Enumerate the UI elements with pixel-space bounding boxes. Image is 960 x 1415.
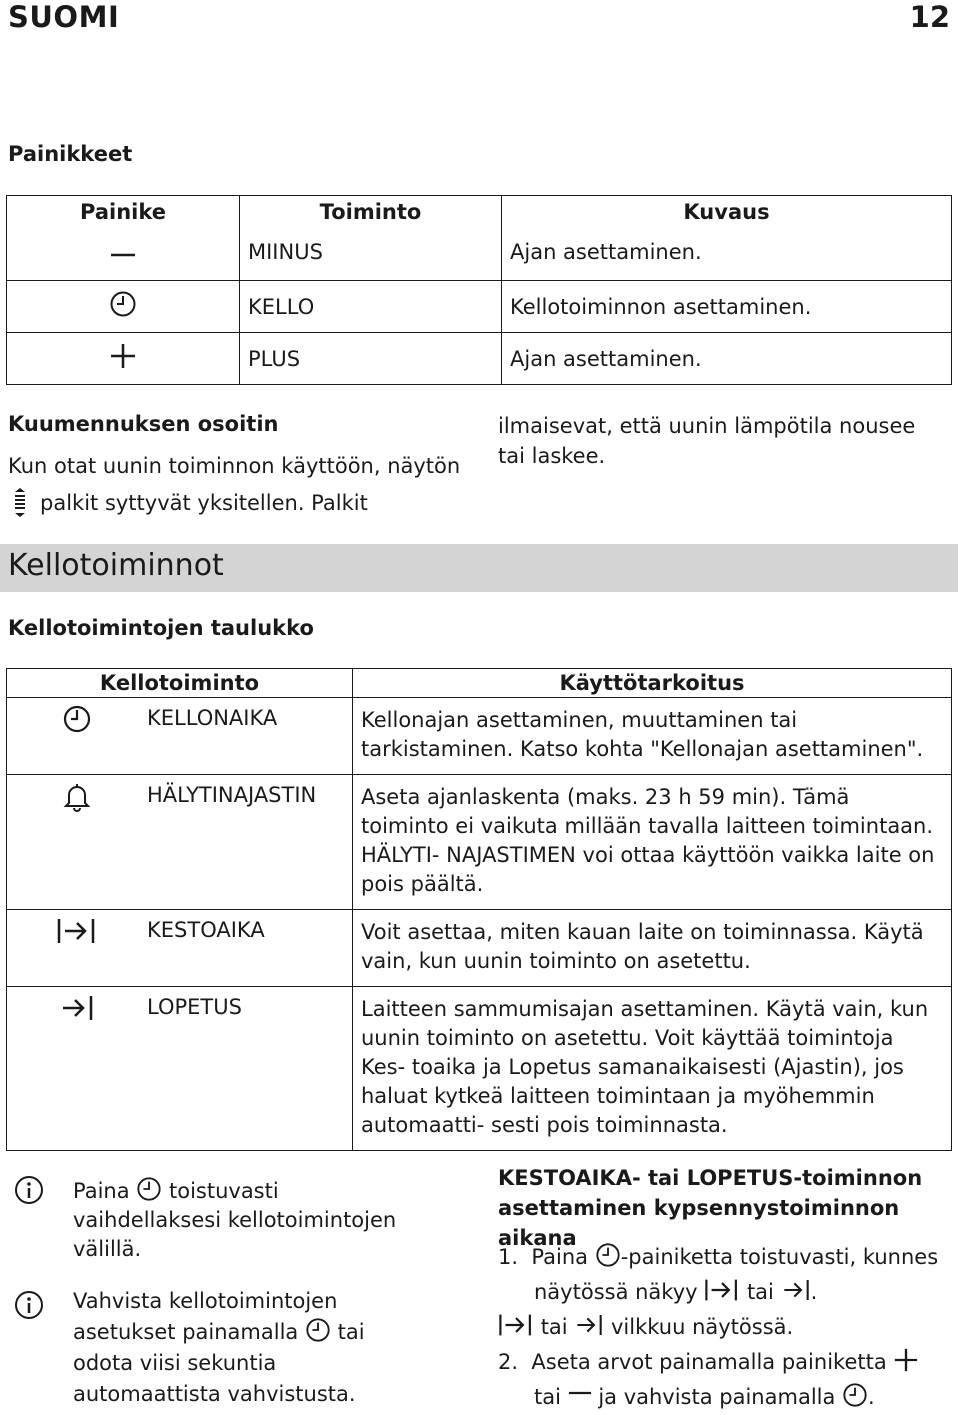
clock-icon bbox=[62, 704, 92, 734]
minus-icon bbox=[110, 251, 136, 259]
table-row bbox=[7, 910, 952, 987]
table-row bbox=[7, 987, 952, 1151]
function-name: LOPETUS bbox=[147, 987, 353, 1151]
procedure-title-line: KESTOAIKA- tai LOPETUS-toiminnon bbox=[498, 1166, 923, 1190]
duration-icon bbox=[498, 1312, 534, 1338]
table-row bbox=[7, 775, 952, 910]
function-name: KELLONAIKA bbox=[147, 698, 353, 775]
page-language: SUOMI bbox=[8, 0, 120, 34]
clock-icon bbox=[842, 1382, 868, 1408]
minus-icon bbox=[568, 1388, 592, 1398]
column-header-clock-function: Kellotoiminto bbox=[7, 669, 353, 698]
end-icon bbox=[59, 993, 95, 1023]
plus-icon bbox=[893, 1347, 919, 1373]
table-row bbox=[7, 698, 952, 775]
buttons-table bbox=[6, 195, 952, 385]
heating-indicator-text: Kun otat uunin toiminnon käyttöön, näytön bbox=[8, 454, 461, 478]
end-icon bbox=[781, 1277, 811, 1303]
buttons-table-header bbox=[7, 196, 952, 225]
table-row bbox=[7, 281, 952, 333]
heating-indicator-text: palkit syttyvät yksitellen. Palkit bbox=[40, 491, 368, 515]
clock-icon bbox=[595, 1242, 621, 1268]
function-icon-cell bbox=[7, 910, 148, 987]
note-text: vaihdellaksesi kellotoimintojen bbox=[73, 1208, 397, 1232]
page-number: 12 bbox=[909, 0, 950, 34]
step-text: Aseta arvot painamalla painiketta bbox=[531, 1350, 887, 1374]
duration-icon bbox=[704, 1277, 740, 1303]
note-text: tai bbox=[337, 1320, 365, 1344]
button-description: Ajan asettaminen. bbox=[502, 333, 952, 385]
function-icon-cell bbox=[7, 698, 148, 775]
table-row bbox=[7, 224, 952, 281]
function-description: Aseta ajanlaskenta (maks. 23 h 59 min). Tämä toiminto ei vaikuta millään tavalla laitteen toimintaan. HÄLYTI- NAJASTIMEN voi ottaa käyttöön vaikka laite on pois päältä. bbox=[353, 775, 952, 910]
step-text: ja vahvista painamalla bbox=[598, 1385, 836, 1409]
button-icon-cell bbox=[7, 333, 240, 385]
button-description: Ajan asettaminen. bbox=[502, 224, 952, 281]
info-icon bbox=[14, 1290, 44, 1320]
procedure-step-2 bbox=[498, 1345, 953, 1415]
button-function: PLUS bbox=[240, 333, 502, 385]
function-description: Voit asettaa, miten kauan laite on toiminnassa. Käytä vain, kun uunin toiminto on asetettu. bbox=[353, 910, 952, 987]
column-header-description: Kuvaus bbox=[502, 196, 952, 225]
note-text: asetukset painamalla bbox=[73, 1320, 299, 1344]
function-name: HÄLYTINAJASTIN bbox=[147, 775, 353, 910]
function-icon-cell bbox=[7, 987, 148, 1151]
step-text: tai bbox=[746, 1280, 774, 1304]
step-number: 2. bbox=[498, 1350, 519, 1374]
step-text: -painiketta toistuvasti, kunnes bbox=[620, 1245, 939, 1269]
note-text: toistuvasti bbox=[168, 1179, 279, 1203]
step-text: . bbox=[810, 1280, 818, 1304]
heating-indicator-title: Kuumennuksen osoitin bbox=[8, 412, 279, 436]
clock-functions-title: Kellotoiminnot bbox=[8, 548, 224, 583]
clock-functions-table-title: Kellotoimintojen taulukko bbox=[8, 616, 314, 640]
heating-indicator-text: ilmaisevat, että uunin lämpötila nousee tai laskee. bbox=[498, 414, 916, 468]
column-header-button: Painike bbox=[7, 196, 240, 225]
button-description: Kellotoiminnon asettaminen. bbox=[502, 281, 952, 333]
step-text: tai bbox=[534, 1385, 561, 1409]
note-cycle-functions bbox=[73, 1176, 453, 1264]
duration-icon bbox=[57, 916, 97, 946]
step-text: tai bbox=[540, 1315, 568, 1339]
note-text: Vahvista kellotoimintojen bbox=[73, 1289, 338, 1313]
procedure-step-1 bbox=[498, 1240, 953, 1345]
note-text: odota viisi sekuntia bbox=[73, 1351, 277, 1375]
plus-icon bbox=[109, 342, 137, 370]
column-header-function: Toiminto bbox=[240, 196, 502, 225]
heat-bars-icon bbox=[14, 488, 26, 518]
step-text: näytössä näkyy bbox=[534, 1280, 698, 1304]
note-text: automaattista vahvistusta. bbox=[73, 1382, 356, 1406]
bell-icon bbox=[63, 781, 91, 813]
clock-icon bbox=[109, 290, 137, 318]
note-text: Paina bbox=[73, 1179, 130, 1203]
clock-icon bbox=[305, 1317, 331, 1343]
function-icon-cell bbox=[7, 775, 148, 910]
function-description: Kellonajan asettaminen, muuttaminen tai tarkistaminen. Katso kohta "Kellonajan asettaminen". bbox=[353, 698, 952, 775]
note-text: välillä. bbox=[73, 1237, 142, 1261]
note-confirm-settings bbox=[73, 1286, 453, 1410]
step-text: vilkkuu näytössä. bbox=[611, 1315, 794, 1339]
column-header-purpose: Käyttötarkoitus bbox=[353, 669, 952, 698]
button-function: KELLO bbox=[240, 281, 502, 333]
procedure-title-line: asettaminen kypsennystoiminnon aikana bbox=[498, 1196, 900, 1250]
step-text: . bbox=[868, 1385, 875, 1409]
button-icon-cell bbox=[7, 224, 240, 281]
step-text: Paina bbox=[531, 1245, 589, 1269]
function-name: KESTOAIKA bbox=[147, 910, 353, 987]
step-number: 1. bbox=[498, 1245, 519, 1269]
clock-icon bbox=[136, 1176, 162, 1202]
button-function: MIINUS bbox=[240, 224, 502, 281]
button-icon-cell bbox=[7, 281, 240, 333]
clock-table-header bbox=[7, 669, 952, 698]
end-icon bbox=[574, 1312, 604, 1338]
clock-functions-table bbox=[6, 668, 952, 1151]
info-icon bbox=[14, 1175, 44, 1205]
function-description: Laitteen sammumisajan asettaminen. Käytä vain, kun uunin toiminto on asetettu. Voit käyttää toimintoja Kes- toaika ja Lopetus samanaikaisesti (Ajastin), jos haluat kytkeä laitteen toimintaan ja myöhemmin automaatti- sesti pois toiminnasta. bbox=[353, 987, 952, 1151]
table-row bbox=[7, 333, 952, 385]
buttons-section-title: Painikkeet bbox=[8, 142, 133, 166]
